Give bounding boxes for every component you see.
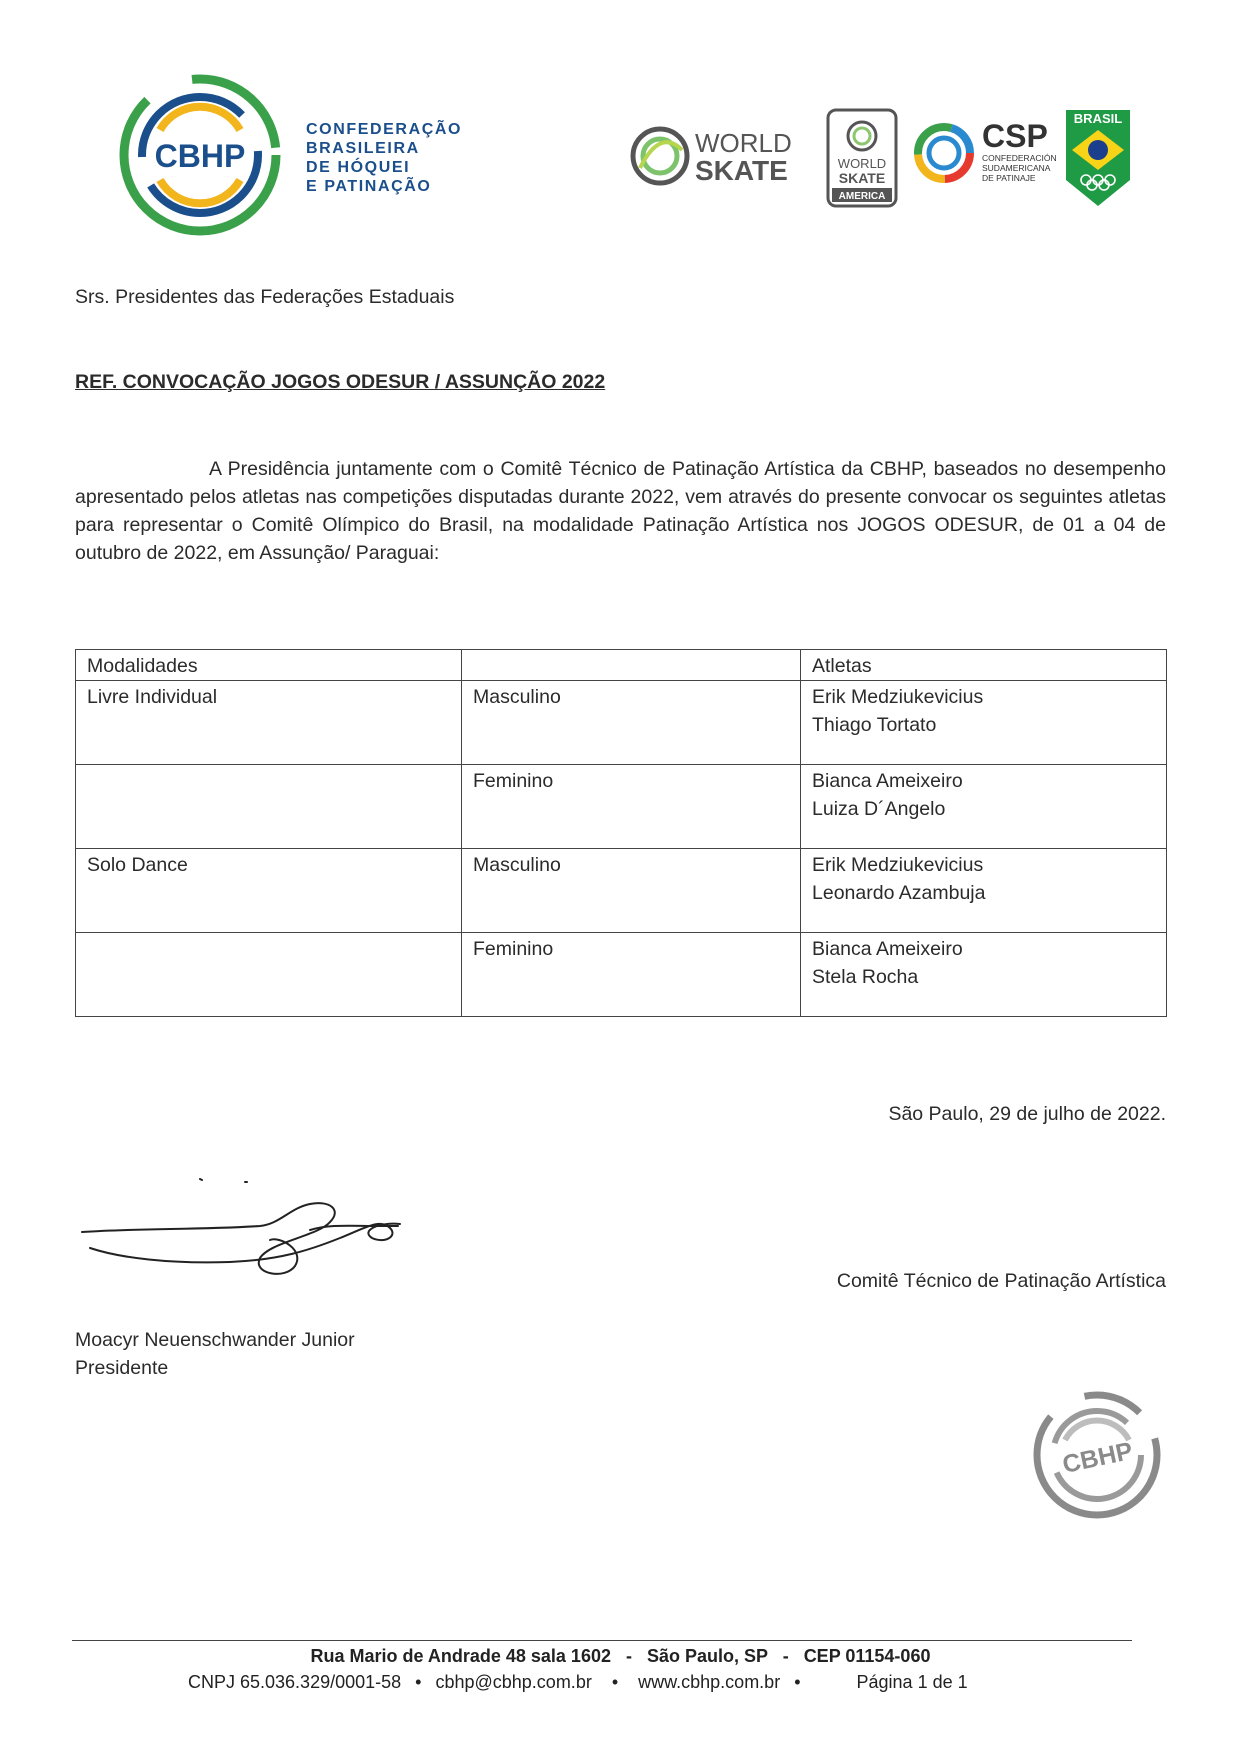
svg-text:CONFEDERACIÓN: CONFEDERACIÓN [982,153,1057,163]
athletes-cell: Bianca Ameixeiro Stela Rocha [801,933,1167,1017]
svg-text:CBHP: CBHP [154,138,246,174]
category-cell: Feminino [462,933,801,1017]
athletes-cell: Bianca Ameixeiro Luiza D´Angelo [801,765,1167,849]
category-cell: Feminino [462,765,801,849]
bullet-icon: • [415,1672,422,1692]
svg-text:CSP: CSP [982,118,1048,154]
csp-logo [912,115,1072,195]
world-skate-america-logo [826,108,898,208]
table-header-cell: Modalidades [76,650,462,681]
bullet-icon: • [794,1672,801,1692]
category-cell: Masculino [462,849,801,933]
footer-divider [72,1640,1132,1641]
footer-contact [188,1672,968,1693]
table-header-cell: Atletas [801,650,1167,681]
modality-cell [76,765,462,849]
cbhp-logo [115,70,285,240]
svg-text:AMERICA: AMERICA [838,191,886,202]
modality-cell [76,933,462,1017]
category-cell: Masculino [462,681,801,765]
signer-title: Presidente [75,1357,169,1379]
footer-email[interactable]: cbhp@cbhp.com.br [435,1672,592,1692]
reference-line: REF. CONVOCAÇÃO JOGOS ODESUR / ASSUNÇÃO 2022 [75,371,606,393]
committee-name: Comitê Técnico de Patinação Artística [836,1270,1166,1292]
modality-cell: Livre Individual [76,681,462,765]
date-line: São Paulo, 29 de julho de 2022. [888,1103,1166,1125]
svg-text:SUDAMERICANA: SUDAMERICANA [982,163,1051,173]
table-header-row [76,650,1167,681]
cbhp-name: CONFEDERAÇÃO BRASILEIRA DE HÓQUEI E PATINAÇÃO [306,121,463,195]
table-row [76,765,1167,849]
svg-text:WORLD: WORLD [695,128,792,158]
body-paragraph: A Presidência juntamente com o Comitê Técnico de Patinação Artística da CBHP, baseados no desempenho apresentado pelos atletas nas competições disputadas durante 2022, vem através do presente convocar os seguintes atletas para representar o Comitê Olímpico do Brasil, na modalidade Patinação Artística nos JOGOS ODESUR, de 01 a 04 de outubro de 2022, em Assunção/ Paraguai: [75,458,1166,564]
recipient-line: Srs. Presidentes das Federações Estaduais [75,286,455,308]
svg-text:DE PATINAJE: DE PATINAJE [982,173,1036,183]
modality-cell: Solo Dance [76,849,462,933]
bullet-icon: • [611,1672,619,1692]
athletes-cell: Erik Medziukevicius Thiago Tortato [801,681,1167,765]
table-row [76,849,1167,933]
footer-address: Rua Mario de Andrade 48 sala 1602 - São Paulo, SP - CEP 01154-060 [310,1646,931,1666]
page-number: Página 1 de 1 [856,1672,968,1692]
table-row [76,933,1167,1017]
svg-text:BRASIL: BRASIL [1073,111,1123,126]
signer-name: Moacyr Neuenschwander Junior [75,1329,355,1351]
world-skate-logo [630,108,805,188]
svg-text:SKATE: SKATE [838,170,886,186]
table-header-cell [462,650,801,681]
table-row [76,681,1167,765]
svg-text:SKATE: SKATE [695,155,788,186]
athletes-cell: Erik Medziukevicius Leonardo Azambuja [801,849,1167,933]
athletes-table [75,649,1167,1017]
cbhp-seal [1030,1388,1165,1523]
footer-cnpj: CNPJ 65.036.329/0001-58 [188,1672,402,1692]
cob-brasil-logo [1064,108,1132,208]
svg-text:CBHP: CBHP [1060,1436,1136,1479]
svg-text:WORLD: WORLD [837,156,887,171]
footer-website[interactable]: www.cbhp.com.br [638,1672,781,1692]
signature [80,1178,410,1288]
signer-block [75,1326,355,1382]
